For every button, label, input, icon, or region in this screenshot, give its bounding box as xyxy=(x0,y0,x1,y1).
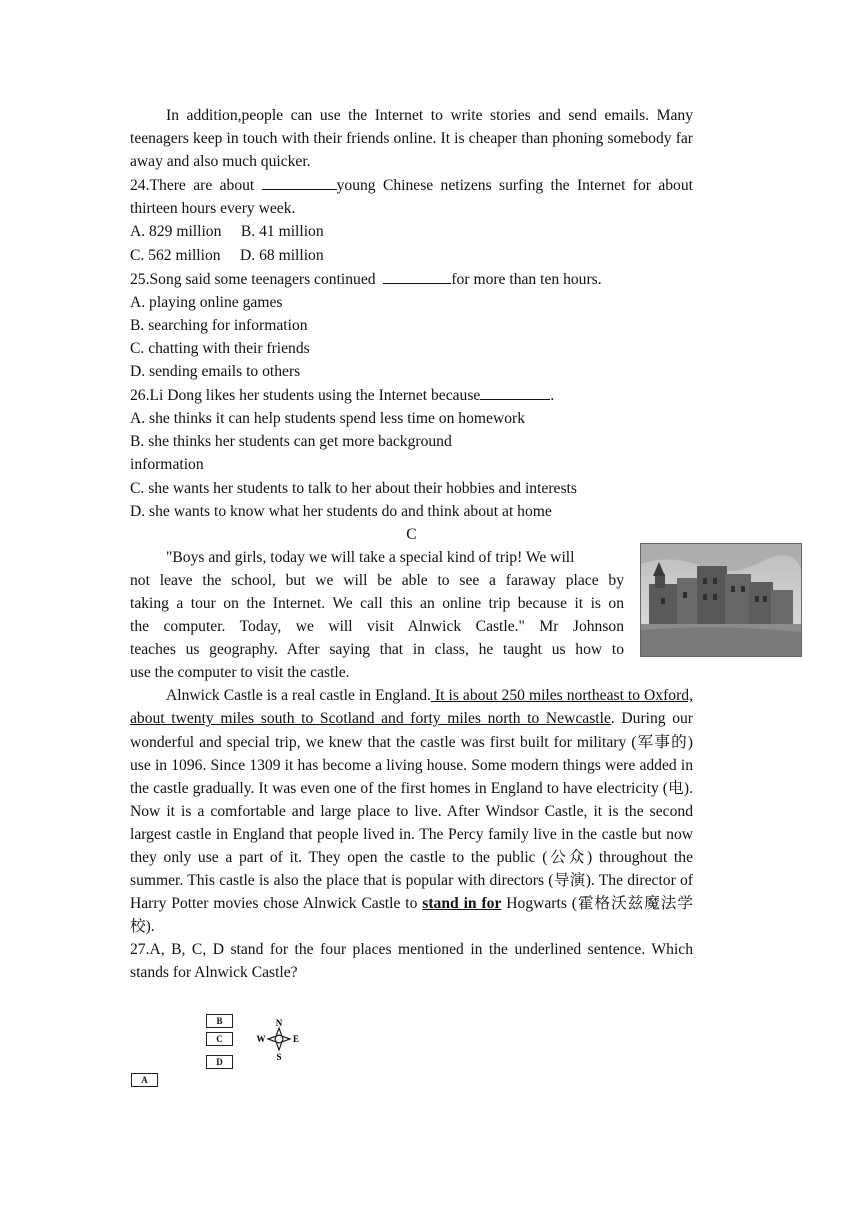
compass-south: S xyxy=(276,1052,282,1062)
intro-line: "Boys and girls, today we will take a special kind of trip! We will xyxy=(166,548,575,566)
castle-photo xyxy=(640,543,802,657)
castle-text: . During our wonderful and special trip, we knew that the castle was first built for military (军事的) use in 1096. Since 1309 it has become a living house. Some modern things were added in the castle gradually. It was even one of the first homes in England to have electricity (电). Now it is a comfortable and large place to live. After Windsor Castle, it is the second largest castle in England that people lived in. The Percy family live in the castle but now they only use a part of it. They open the castle to the public (公众) throughout the summer. This castle is also the place that is popular with directors (导演). The director of Harry Potter movies chose Alnwick Castle to xyxy=(130,710,693,913)
q25-option-d: D. sending emails to others xyxy=(130,363,301,381)
question-27: 27.A, B, C, D stand for the four places mentioned in the underlined sentence. Which stands for Alnwick Castle? xyxy=(130,941,693,982)
q24-stem-end: young Chinese netizens surfing the Internet for about thirteen hours every week. xyxy=(130,177,693,218)
intro-line: the computer. Today, we will visit Alnwick Castle." Mr Johnson xyxy=(130,618,624,636)
question-26 xyxy=(130,383,693,407)
compass-north: N xyxy=(275,1018,283,1028)
castle-text: Alnwick Castle is a real castle in England. xyxy=(166,687,431,705)
q26-stem-start: 26.Li Dong likes her students using the Internet because xyxy=(130,387,481,405)
answer-blank xyxy=(480,383,550,400)
map-box-a: A xyxy=(131,1073,158,1087)
q26-option-b: B. she thinks her students can get more background xyxy=(130,433,452,451)
answer-blank xyxy=(383,267,451,284)
q25-option-b: B. searching for information xyxy=(130,316,308,334)
castle-image xyxy=(641,544,801,656)
q24-stem-start: 24.There are about xyxy=(130,177,262,195)
q26-option-b-continued: information xyxy=(130,456,204,474)
compass-west: W xyxy=(256,1034,266,1044)
map-box-b: B xyxy=(206,1014,233,1028)
q26-option-d: D. she wants to know what her students do and think about at home xyxy=(130,502,552,520)
section-c-heading: C xyxy=(406,525,417,543)
map-box-d: D xyxy=(206,1055,233,1069)
q25-option-a: A. playing online games xyxy=(130,293,283,311)
q26-stem-end: . xyxy=(550,387,555,405)
document-body xyxy=(130,104,693,985)
castle-text: Hogwarts (霍格沃兹魔法学校). xyxy=(130,895,693,936)
intro-line: teaches us geography. After saying that in class, he taught us how to xyxy=(130,641,624,659)
bold-phrase: stand in for xyxy=(422,895,502,913)
q25-stem-start: 25.Song said some teenagers continued xyxy=(130,270,384,288)
intro-line: not leave the school, but we will be able to see a faraway place by xyxy=(130,571,624,589)
question-25 xyxy=(130,267,693,291)
compass-east: E xyxy=(292,1034,300,1044)
q26-option-c: C. she wants her students to talk to her about their hobbies and interests xyxy=(130,479,577,497)
q24-options-row-1: A. 829 million B. 41 million xyxy=(130,223,324,241)
compass-icon xyxy=(258,1018,300,1062)
intro-line: taking a tour on the Internet. We call this an online trip because it is on xyxy=(130,594,624,612)
q25-option-c: C. chatting with their friends xyxy=(130,339,310,357)
q25-stem-end: for more than ten hours. xyxy=(451,270,602,288)
q26-option-a: A. she thinks it can help students spend less time on homework xyxy=(130,410,525,428)
question-24 xyxy=(130,173,693,220)
section-c-intro xyxy=(130,546,624,685)
underlined-sentence: It is about 250 miles northeast to Oxford, about twenty miles south to Scotland and forty miles north to Newcastle xyxy=(130,687,693,728)
intro-paragraph: In addition,people can use the Internet to write stories and send emails. Many teenagers keep in touch with their friends online. It is cheaper than phoning somebody far away and also much quicker. xyxy=(130,107,693,171)
castle-paragraph xyxy=(130,684,693,938)
intro-line: use the computer to visit the castle. xyxy=(130,664,350,682)
answer-blank xyxy=(262,173,337,190)
q24-options-row-2: C. 562 million D. 68 million xyxy=(130,246,324,264)
map-box-c: C xyxy=(206,1032,233,1046)
